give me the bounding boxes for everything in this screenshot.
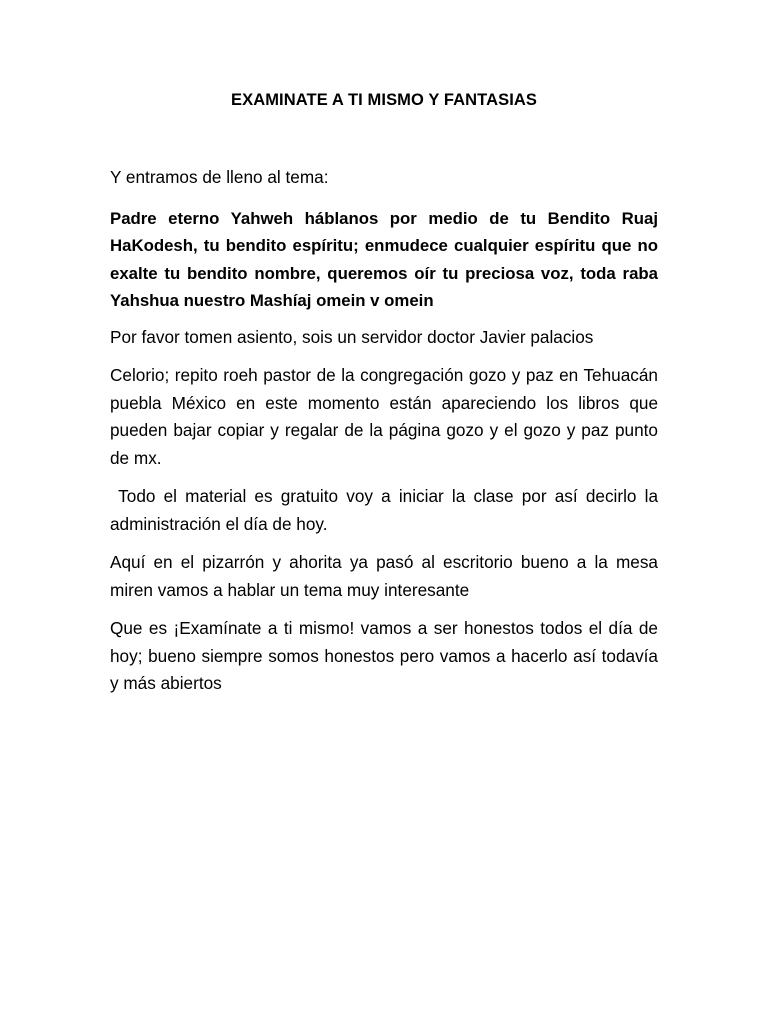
paragraph-examine: Que es ¡Examínate a ti mismo! vamos a ser honestos todos el día de hoy; bueno siempre somos honestos pero vamos a hacerlo así todavía y más abiertos: [110, 618, 658, 693]
paragraph-material: Todo el material es gratuito voy a iniciar la clase por así decirlo la administración el día de hoy.: [110, 486, 663, 534]
paragraph-congregation: Celorio; repito roeh pastor de la congregación gozo y paz en Tehuacán puebla México en este momento están apareciendo los libros que pueden bajar copiar y regalar de la página gozo y el gozo y paz punto de mx.: [110, 365, 658, 468]
paragraph-prayer: Padre eterno Yahweh háblanos por medio de tu Bendito Ruaj HaKodesh, tu bendito espíritu; enmudece cualquier espíritu que no exalte tu bendito nombre, queremos oír tu preciosa voz, toda raba Yahshua nuestro Mashíaj omein v omein: [110, 208, 658, 310]
paragraph-welcome: Por favor tomen asiento, sois un servidor doctor Javier palacios: [110, 326, 594, 347]
paragraph-board: Aquí en el pizarrón y ahorita ya pasó al escritorio bueno a la mesa miren vamos a hablar un tema muy interesante: [110, 552, 658, 600]
document-title: EXAMINATE A TI MISMO Y FANTASIAS: [230, 91, 538, 109]
paragraph-intro: Y entramos de lleno al tema:: [110, 167, 329, 187]
document-body: [110, 164, 663, 709]
